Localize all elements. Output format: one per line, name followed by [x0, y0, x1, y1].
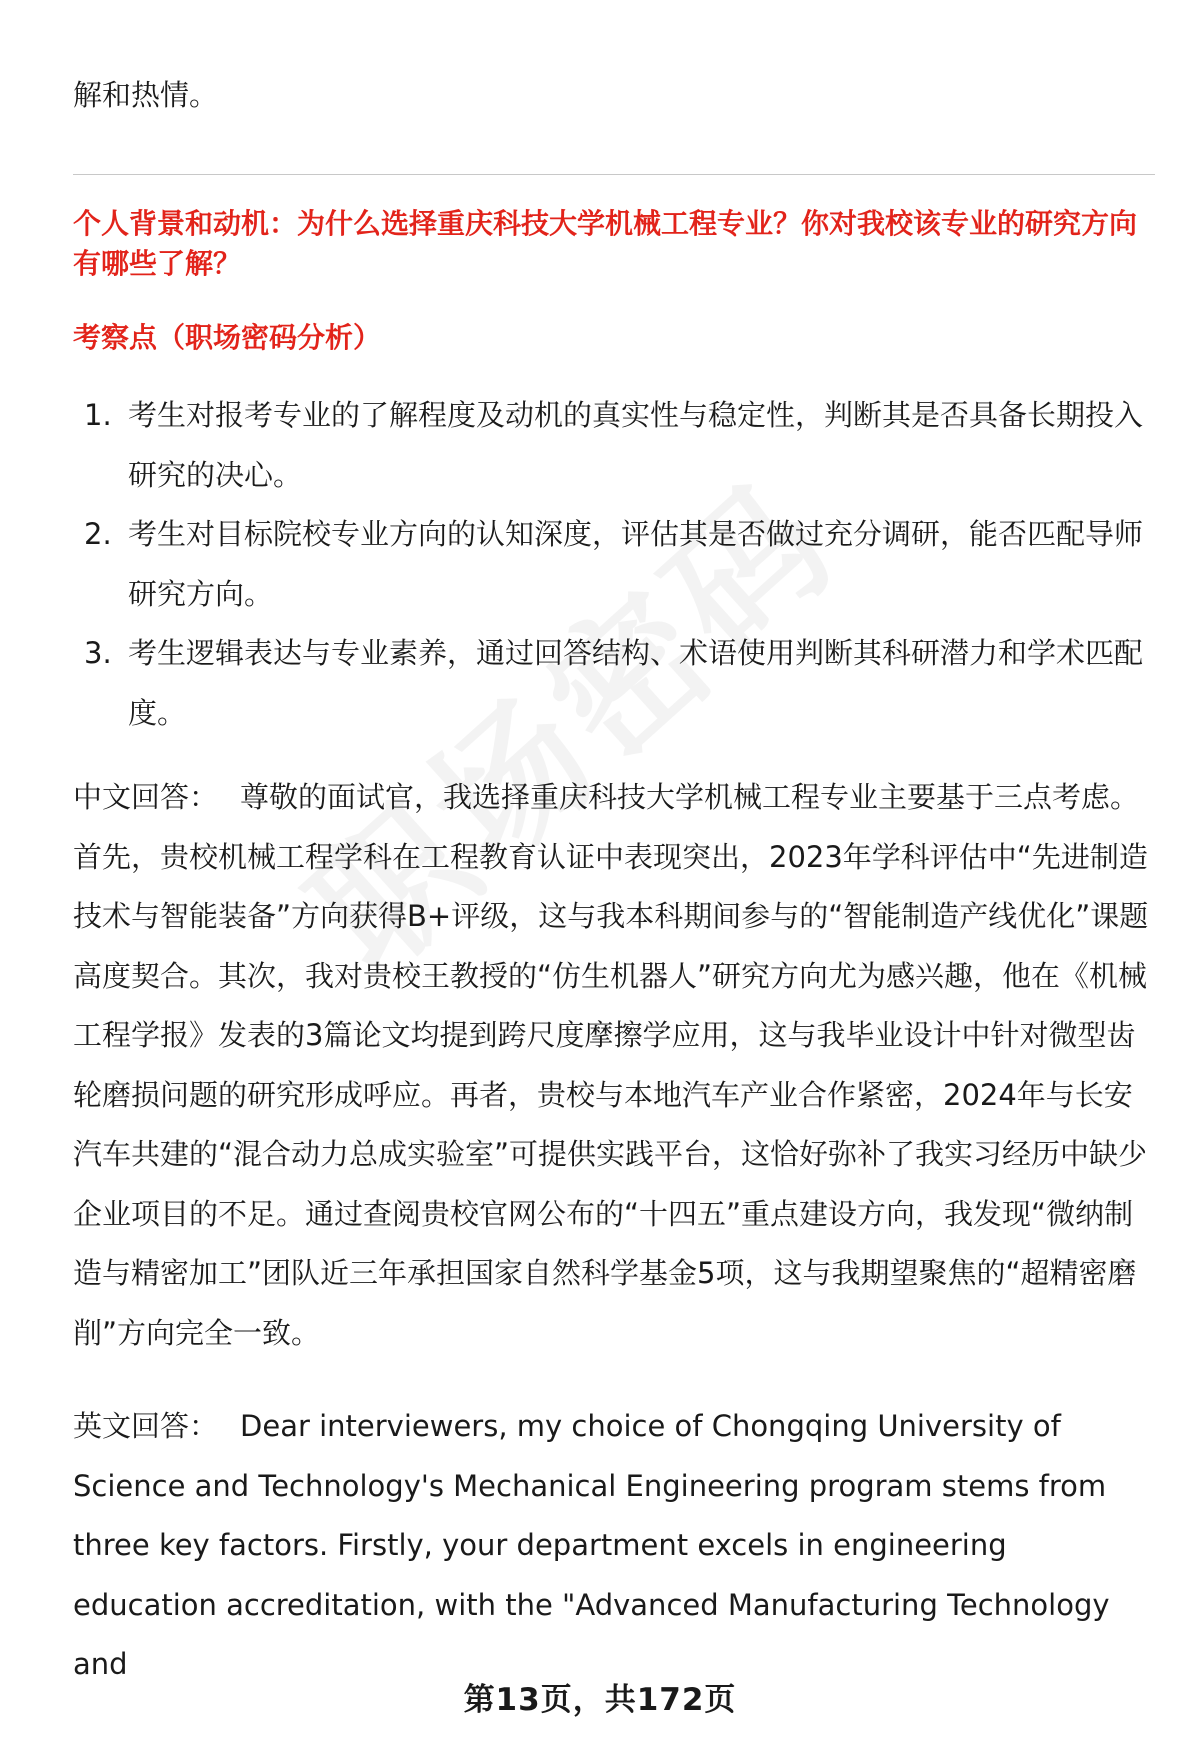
- question-heading: 个人背景和动机：为什么选择重庆科技大学机械工程专业？你对我校该专业的研究方向有哪些了解？: [73, 207, 1138, 280]
- chinese-answer-label: 中文回答：: [73, 780, 219, 814]
- chinese-answer: [73, 768, 1153, 1363]
- key-point-text: 考生逻辑表达与专业素养，通过回答结构、术语使用判断其科研潜力和学术匹配度。: [128, 636, 1144, 730]
- list-number: 1.: [84, 398, 112, 432]
- english-answer: [73, 1397, 1153, 1695]
- section-divider: [73, 174, 1155, 175]
- key-point-item: [73, 505, 1158, 624]
- key-point-text: 考生对目标院校专业方向的认知深度，评估其是否做过充分调研，能否匹配导师研究方向。: [128, 517, 1144, 611]
- key-point-item: [73, 624, 1158, 743]
- chinese-answer-text: 尊敬的面试官，我选择重庆科技大学机械工程专业主要基于三点考虑。首先，贵校机械工程学科在工程教育认证中表现突出，2023年学科评估中“先进制造技术与智能装备”方向获得B+评级，这与我本科期间参与的“智能制造产线优化”课题高度契合。其次，我对贵校王教授的“仿生机器人”研究方向尤为感兴趣，他在《机械工程学报》发表的3篇论文均提到跨尺度摩擦学应用，这与我毕业设计中针对微型齿轮磨损问题的研究形成呼应。再者，贵校与本地汽车产业合作紧密，2024年与长安汽车共建的“混合动力总成实验室”可提供实践平台，这恰好弥补了我实习经历中缺少企业项目的不足。通过查阅贵校官网公布的“十四五”重点建设方向，我发现“微纳制造与精密加工”团队近三年承担国家自然科学基金5项，这与我期望聚焦的“超精密磨削”方向完全一致。: [73, 780, 1149, 1350]
- page-number-footer: 第13页，共172页: [463, 1682, 737, 1718]
- key-points-heading: 考察点（职场密码分析）: [73, 321, 382, 354]
- key-point-text: 考生对报考专业的了解程度及动机的真实性与稳定性，判断其是否具备长期投入研究的决心。: [128, 398, 1144, 492]
- key-points-list: [73, 386, 1158, 743]
- continuation-text: 解和热情。: [73, 78, 219, 112]
- english-answer-label: 英文回答：: [73, 1409, 219, 1443]
- key-point-item: [73, 386, 1158, 505]
- list-number: 2.: [84, 517, 112, 551]
- english-answer-text: Dear interviewers, my choice of Chongqing University of Science and Technology's Mechanical Engineering program stems from three key factors. Firstly, your department excels in engineering education accreditation, with the "Advanced Manufacturing Technology and: [73, 1409, 1110, 1681]
- list-number: 3.: [84, 636, 112, 670]
